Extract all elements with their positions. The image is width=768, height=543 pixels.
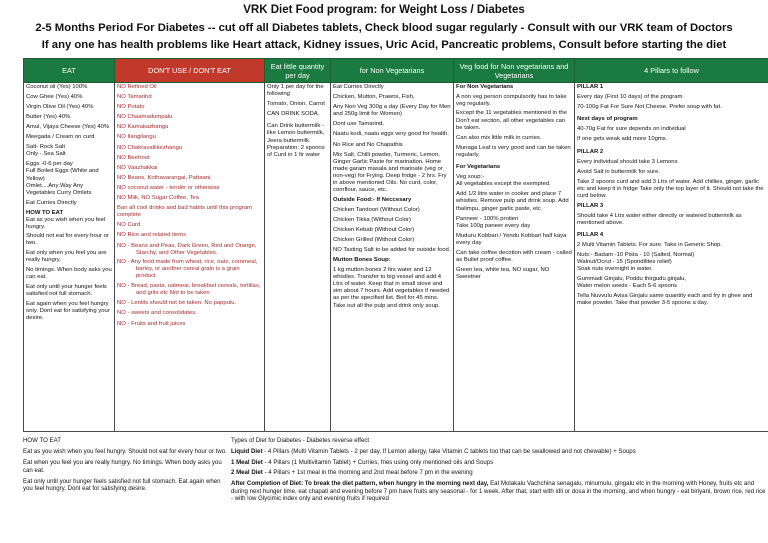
list-item: Eat when you feel you are really hungry. No timings. When body asks you can eat. xyxy=(23,459,222,474)
page-subtitle: 2-5 Months Period For Diabetes -- cut off all Diabetes tablets, Check blood sugar regularly - Consult with our VRK team of Doctors xyxy=(35,22,733,34)
list-item: NO Tasting Salt to be added for outside food. xyxy=(333,247,451,254)
list-item: Eat only until your hunger feels satisfied not full stomach. xyxy=(26,283,107,297)
list-item: NO Kamakazhangu xyxy=(117,124,169,131)
list-item: Eggs -0-6 per day Full Boiled Eggs (White and Yellow) Omlet....Any Way Any Vegetables Curry Omlets xyxy=(26,161,99,196)
next-days-heading: Next days of program xyxy=(577,116,638,123)
diet-types-title: Types of Diet for Diabetes - Diabetes reverse effect xyxy=(231,437,370,444)
list-item: NO Curd xyxy=(117,222,141,229)
list-item: Eat again when you feel hungry only. Dont eat for satisfying your desire. xyxy=(26,300,110,321)
pillar-3-heading: PILLAR 3 xyxy=(577,202,604,209)
two-meal-diet-text: - 4 Pillars + 1st meal in the morning and 2nd meal before 7 pm in the evening xyxy=(262,469,473,477)
list-item: NO Vaazhakkai xyxy=(117,164,158,171)
list-item: Only 1 per day for the following xyxy=(267,84,324,98)
one-meal-diet-text: - 4 Pillars (1 Multivitamin Tablet) + Curries, fries using only mentioned oils and Soups xyxy=(262,458,494,466)
list-item: NO Beans, Kothavarangai, Pattaani. xyxy=(117,174,212,181)
list-item: Eat as you wish when you feel hungry. Should not eat for every hour or two. xyxy=(23,448,227,456)
how-to-eat-section xyxy=(23,437,227,497)
after-diet-text: Eat Molakalu Vachchina senagalu, minumulu, gingalu etc in the morning with Honey, fruits etc and during next hunger time, eat chapati and evening before 7 pm have fruits any seasonal - for 1 week. After that, start with idli or dosa in the morning, and when hungry - eat biriyani, brown rice, red rice - with low Glycimic index only and evening fruits if required xyxy=(231,480,766,503)
list-item: Can also mix little milk in curries. xyxy=(456,134,542,141)
list-item: NO Tamarind xyxy=(117,94,152,101)
list-item: Gummadi Ginjalu, Poddu thirgudu ginjalu, Water melon seeds - Each 5-6 spoons xyxy=(577,276,687,290)
list-item: Mix Salt, Chilli powder, Turmeric, Lemon, Ginger Garlic Paste for marination. Home made garam masala and marinate (veg or non-veg) for Frying. Deep fridge - 2 hrs. Fry in above mentioned Oils. No curd, color, cornflour, sauce, etc. xyxy=(333,151,447,194)
list-item: NO - sweets and consolidates. xyxy=(117,310,197,317)
column-header-veg: Veg food for Non vegetarians and Vegetarians xyxy=(454,59,575,83)
list-item: Eat as you wish when you feel hungry. xyxy=(26,216,106,230)
list-item: Tomato, Onion, Carrot xyxy=(267,101,325,108)
list-item: Every day (First 10 days) of the program. xyxy=(577,94,685,101)
list-item: Muduru Kobbari / Yendu Kobbari half kaya every day xyxy=(456,232,567,246)
mutton-soup-heading: Mutton Bones Soup: xyxy=(333,257,391,264)
list-item: Cow Ghee (Yes) 40% xyxy=(26,94,83,101)
list-item: Tella Nuvvulu Avisa Ginjalu same quantity each and fry in ghee and make powder. Take that powder 3-5 spoons a day. xyxy=(577,293,753,307)
list-item: Salt- Rock Salt Only - Sea Salt xyxy=(26,144,66,158)
health-warning: If any one has health problems like Heart attack, Kidney issues, Uric Acid, Pancreatic problems, Consult before starting the diet xyxy=(41,39,727,51)
list-item: NO Ilangilangu xyxy=(117,134,156,141)
list-item: Panneer - 100% protien Take 100g paneer every day xyxy=(456,215,531,229)
list-item: Naatu kodi, naatu eggs very good for health. xyxy=(333,131,449,138)
one-meal-diet-label: 1 Meal Diet xyxy=(231,458,263,466)
column-header-pillars: 4 Pillars to follow xyxy=(575,59,768,83)
list-item: NO coconut water - tender or otherwise xyxy=(117,184,220,191)
list-item: If one gets weak add more 10gms. xyxy=(577,136,668,143)
pillar-2-heading: PILLAR 2 xyxy=(577,148,604,155)
list-item: Should not eat for every hour or two. xyxy=(26,233,109,247)
list-item: NO Refined Oil xyxy=(117,84,157,90)
eat-column xyxy=(24,83,115,432)
list-item: Except the 11 vegetables mentioned in the Don't eat section, all other vegetables can be taken. xyxy=(456,110,567,131)
list-item: Add 1/2 litre water in cooker and place 7 whistles. Remove pulp and drink soup. Add thalimpu, ginger garlic paste, etc xyxy=(456,191,569,212)
list-item: Amul, Vijaya Cheese (Yes) 40% xyxy=(26,123,110,130)
list-item: Nuts:- Badam -10 Pista - 10 (Salted, Normal) Walnut/Ocrut - 15 (Spondilites relief) Soak nuts overnight in water. xyxy=(577,251,695,272)
list-item: NO - Lentils should not be taken. No pappulu. xyxy=(117,300,237,307)
list-item: Can take coffee decotion with cream - called as Bullet proof coffee. xyxy=(456,249,572,264)
after-diet xyxy=(231,480,766,503)
list-item: Eat Curries Directly xyxy=(26,199,77,206)
how-to-eat-title: HOW TO EAT xyxy=(23,437,61,444)
list-item: 40-70g Fat for sure depends on individual xyxy=(577,126,686,133)
list-item: Any Non Veg 300g a day (Every Day for Men and 250g limit for Women) xyxy=(333,104,451,118)
outside-food-heading: Outside Food:- If Neccesary xyxy=(333,196,412,203)
pillar-1-heading: PILLAR 1 xyxy=(577,84,604,90)
list-item: Coconut oil (Yes) 100% xyxy=(26,84,88,90)
list-item: Green tea, white tea, NO sugar, NO Sweetner xyxy=(456,267,550,281)
list-item: Chicken Tandoori (Without Color) xyxy=(333,206,420,213)
list-item: Meegada / Cream on curd xyxy=(26,134,95,141)
list-item: Dont use Tamarind. xyxy=(333,121,384,128)
list-item: Every individual should take 3 Lemons xyxy=(577,158,678,165)
one-meal-diet xyxy=(231,459,766,467)
list-item: NO - Beans and Peas, Dark Green, Red and Orange, Starchy, and Other Vegetables. xyxy=(117,242,257,256)
list-item: A non veg person compulsorily has to take veg regularly. xyxy=(456,93,567,107)
list-item: 2 Multi Vitamin Tablets. For sure. Take in Generic Shop. xyxy=(577,242,723,249)
diet-types-section xyxy=(231,437,766,506)
after-diet-label: After Completion of Diet: To break the diet pattern, when hungry in the morning next day, xyxy=(231,480,489,488)
list-item: CAN DRINK SODA. xyxy=(267,111,320,118)
liquid-diet-text: - 4 Pillars (Multi Vitamin Tablets - 2 per day, If Lemon allergy, take Vitamin C tablets too that can be swallowed and not chewable) + Soups xyxy=(262,447,636,455)
list-item: Chicken Kebab (Without Color) xyxy=(333,227,415,234)
pillar-4-heading: PILLAR 4 xyxy=(577,232,604,238)
list-item: Should take 4 Ltrs water either directly or watered buttermilk as mentioned above. xyxy=(577,212,742,226)
two-meal-diet xyxy=(231,469,766,477)
list-item: NO - Bread, pasta, oatmeal, breakfast cereals, tortillas, and grits etc Not to be taken xyxy=(117,283,261,297)
column-header-dont-eat: DON'T USE / DON'T EAT xyxy=(115,59,265,83)
column-header-eat: EAT xyxy=(24,59,115,83)
pillars-column xyxy=(575,83,768,432)
list-item: NO - Fruits and fruit juices xyxy=(117,320,186,327)
list-item: Eat Curries Directly xyxy=(333,84,384,90)
list-item: Eat only when you feel you are really hungry. xyxy=(26,250,107,264)
list-item: Chicken Grilled (Without Color) xyxy=(333,237,415,244)
veg-column xyxy=(454,83,575,432)
liquid-diet-label: Liquid Diet xyxy=(231,447,263,455)
liquid-diet xyxy=(231,448,766,456)
list-item: Butter (Yes) 40% xyxy=(26,114,71,121)
list-item: 1 kg mutton bones 2 ltrs water and 12 whistles. Transfer to big vessel and add 4 Ltrs of water. Keep that in small stove and sim about 7 hours. Add vegetables if needed as per the specified list. Boil for 45 mins. Take out all the pulp and drink only soup. xyxy=(333,267,450,309)
list-item: No Rice and No Chapathis xyxy=(333,141,403,148)
list-item: Virgin Olive Oil (Yes) 40% xyxy=(26,104,94,111)
veg-section-heading: For Vegetarians xyxy=(456,164,501,171)
list-item: NO - Any food made from wheat, rice, oats, cornmeal, barley, or another cereal grain is a grain product. xyxy=(117,259,258,280)
dont-eat-column xyxy=(115,83,265,432)
how-to-eat-heading: HOW TO EAT xyxy=(26,209,64,216)
column-header-eat-little: Eat little quantity per day xyxy=(265,59,331,83)
list-item: Eat only until your hunger feels satisfied not full stomach. Eat again when you feel hungry. Dont eat for satisfying desire. xyxy=(23,477,221,493)
list-item: Munaga Leaf is very good and can be taken regularly. xyxy=(456,144,571,158)
page-title: VRK Diet Food program: for Weight Loss / Diabetes xyxy=(243,4,525,16)
list-item: Veg soup:- All vegetables except the exempted. xyxy=(456,174,551,188)
eat-little-column xyxy=(265,83,331,432)
list-item: Ban all cool drinks and bad habits until this program complete xyxy=(117,205,252,219)
diet-table xyxy=(23,58,768,432)
non-veg-section-heading: For Non Vegetarians xyxy=(456,84,514,90)
list-item: NO Chaamadumpalu xyxy=(117,114,173,121)
list-item: Can Drink buttermilk - like Lemon buttermilk, Jeera buttermilk. Preparation: 2 spoons of Curd in 1 ltr water xyxy=(267,123,325,158)
non-veg-column xyxy=(331,83,454,432)
list-item: No timings. When body asks you can eat. xyxy=(26,266,112,281)
list-item: NO Potato xyxy=(117,104,145,111)
column-header-non-veg: for Non Vegetarians xyxy=(331,59,454,83)
list-item: Avoid Salt in buttermilk for sure. xyxy=(577,168,661,175)
two-meal-diet-label: 2 Meal Diet xyxy=(231,469,263,477)
list-item: Chicken Tikka (Without Color) xyxy=(333,217,411,223)
list-item: Chicken, Mutton, Prawns, Fish, xyxy=(333,94,415,101)
list-item: NO Chakravallikezhangu xyxy=(117,144,183,151)
list-item: NO Milk, NO Sugar Coffee, Tea xyxy=(117,195,199,202)
list-item: 70-100g Fat For Sure Not Cheese. Prefer soup with fat. xyxy=(577,104,722,111)
list-item: NO Rice and related items xyxy=(117,232,187,239)
list-item: NO Beetroot xyxy=(117,154,150,161)
list-item: Take 2 spoons curd and add 3 Ltrs of water. Add chillies, ginger, garlic etc and keep it in fridge Take only the top layer of it. Should not take the curd below. xyxy=(577,178,764,200)
